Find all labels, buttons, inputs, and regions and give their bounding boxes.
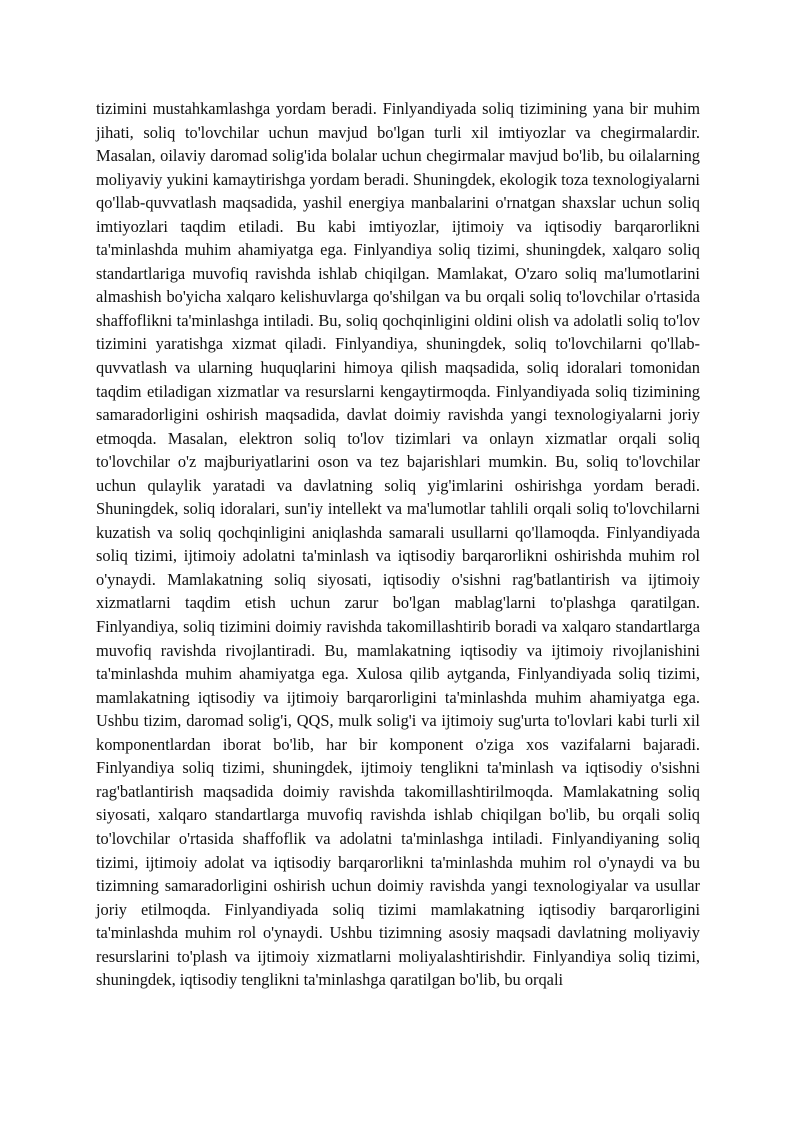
document-page bbox=[96, 97, 700, 992]
body-paragraph: tizimini mustahkamlashga yordam beradi. Finlyandiyada soliq tizimining yana bir muhim jihati, soliq to'lovchilar uchun mavjud bo'lgan turli xil imtiyozlar va chegirmalardir. Masalan, oilaviy daromad solig'ida bolalar uchun chegirmalar mavjud bo'lib, bu oilalarning moliyaviy yukini kamaytirishga yordam beradi. Shuningdek, ekologik toza texnologiyalarni qo'llab-quvvatlash maqsadida, yashil energiya manbalarini o'rnatgan shaxslar uchun soliq imtiyozlari taqdim etiladi. Bu kabi imtiyozlar, ijtimoiy va iqtisodiy barqarorlikni ta'minlashda muhim ahamiyatga ega. Finlyandiya soliq tizimi, shuningdek, xalqaro soliq standartlariga muvofiq ravishda ishlab chiqilgan. Mamlakat, O'zaro soliq ma'lumotlarini almashish bo'yicha xalqaro kelishuvlarga qo'shilgan va bu orqali soliq to'lovchilar o'rtasida shaffoflikni ta'minlashga intiladi. Bu, soliq qochqinligini oldini olish va adolatli soliq to'lov tizimini yaratishga xizmat qiladi. Finlyandiya, shuningdek, soliq to'lovchilarni qo'llab-quvvatlash va ularning huquqlarini himoya qilish maqsadida, soliq idoralari tomonidan taqdim etiladigan xizmatlar va resurslarni kengaytirmoqda. Finlyandiyada soliq tizimining samaradorligini oshirish maqsadida, davlat doimiy ravishda yangi texnologiyalarni joriy etmoqda. Masalan, elektron soliq to'lov tizimlari va onlayn xizmatlar orqali soliq to'lovchilar o'z majburiyatlarini oson va tez bajarishlari mumkin. Bu, soliq to'lovchilar uchun qulaylik yaratadi va davlatning soliq yig'imlarini oshirishga yordam beradi. Shuningdek, soliq idoralari, sun'iy intellekt va ma'lumotlar tahlili orqali soliq to'lovchilarni kuzatish va soliq qochqinligini aniqlashda samarali usullarni qo'llamoqda. Finlyandiyada soliq tizimi, ijtimoiy adolatni ta'minlash va iqtisodiy barqarorlikni oshirishda muhim rol o'ynaydi. Mamlakatning soliq siyosati, iqtisodiy o'sishni rag'batlantirish va ijtimoiy xizmatlarni taqdim etish uchun zarur bo'lgan mablag'larni to'plashga qaratilgan. Finlyandiya, soliq tizimini doimiy ravishda takomillashtirib boradi va xalqaro standartlarga muvofiq ravishda rivojlantiradi. Bu, mamlakatning iqtisodiy va ijtimoiy rivojlanishini ta'minlashda muhim ahamiyatga ega. Xulosa qilib aytganda, Finlyandiyada soliq tizimi, mamlakatning iqtisodiy va ijtimoiy barqarorligini ta'minlashda muhim ahamiyatga ega. Ushbu tizim, daromad solig'i, QQS, mulk solig'i va ijtimoiy sug'urta to'lovlari kabi turli xil komponentlardan iborat bo'lib, har bir komponent o'ziga xos vazifalarni bajaradi. Finlyandiya soliq tizimi, shuningdek, ijtimoiy tenglikni ta'minlash va iqtisodiy o'sishni rag'batlantirish maqsadida doimiy ravishda takomillashtirilmoqda. Mamlakatning soliq siyosati, xalqaro standartlarga muvofiq ravishda ishlab chiqilgan bo'lib, bu orqali soliq to'lovchilar o'rtasida shaffoflik va adolatni ta'minlashga intiladi. Finlyandiyaning soliq tizimi, ijtimoiy adolat va iqtisodiy barqarorlikni ta'minlashda muhim rol o'ynaydi va bu tizimning samaradorligini oshirish uchun doimiy ravishda yangi texnologiyalar va usullar joriy etilmoqda. Finlyandiyada soliq tizimi mamlakatning iqtisodiy barqarorligini ta'minlashda muhim rol o'ynaydi. Ushbu tizimning asosiy maqsadi davlatning moliyaviy resurslarini to'plash va ijtimoiy xizmatlarni moliyalashtirishdir. Finlyandiya soliq tizimi, shuningdek, iqtisodiy tenglikni ta'minlashga qaratilgan bo'lib, bu orqali bbox=[96, 99, 700, 990]
